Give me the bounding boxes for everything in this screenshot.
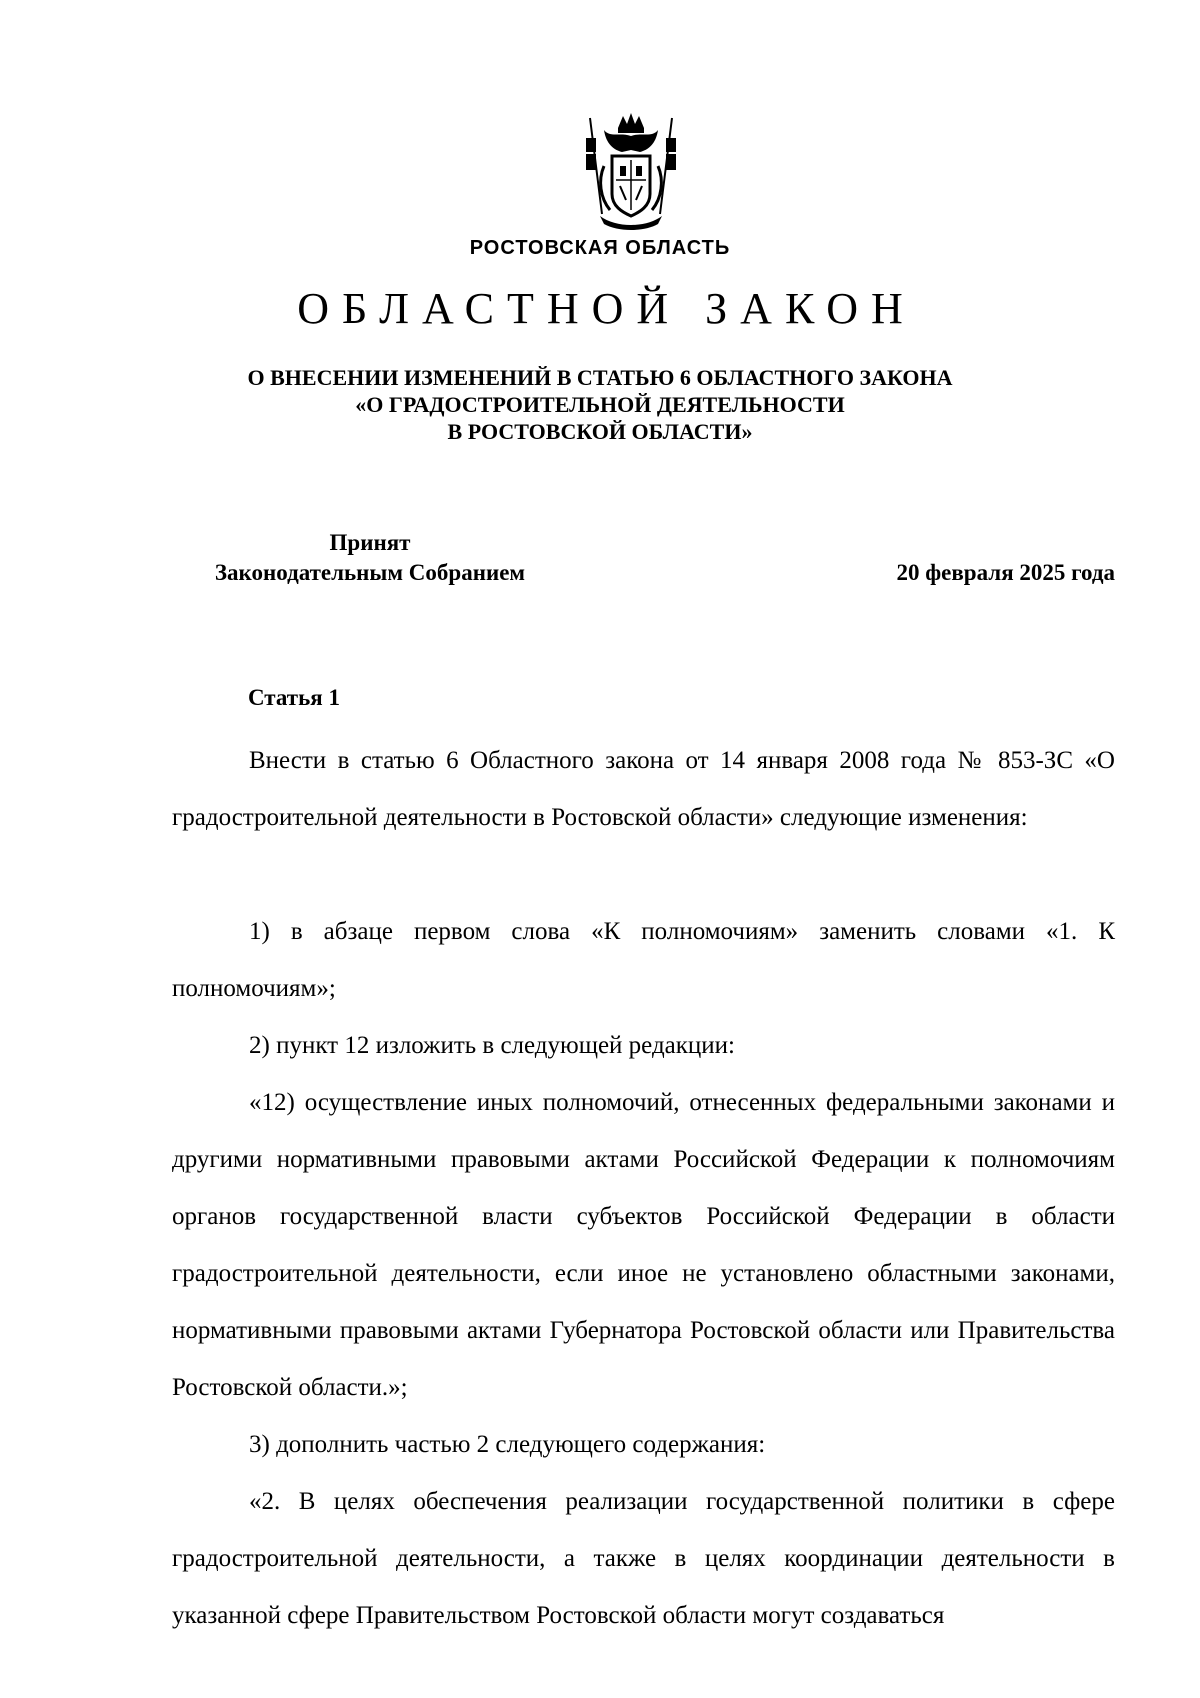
article-body	[172, 1017, 1115, 1074]
article-title: Статья 1	[248, 685, 340, 710]
law-title-line: О ВНЕСЕНИИ ИЗМЕНЕНИЙ В СТАТЬЮ 6 ОБЛАСТНОГО ЗАКОНА	[247, 365, 953, 390]
paragraph: «12) осуществление иных полномочий, отнесенных федеральными законами и другими нормативными правовыми актами Российской Федерации к полномочиям органов государственной власти субъектов Российской Федерации в области градостроительной деятельности, если иное не установлено областными законами, нормативными правовыми актами Губернатора Ростовской области или Правительства Ростовской области.»;	[172, 1089, 1115, 1401]
paragraph: Внести в статью 6 Областного закона от 14 января 2008 года № 853-ЗС «О градостроительной деятельности в Ростовской области» следующие изменения:	[172, 747, 1115, 831]
article-body	[172, 903, 1115, 1017]
adoption-block	[170, 528, 570, 588]
document-type: ОБЛАСТНОЙ ЗАКОН	[297, 284, 916, 333]
adoption-line-1: Принят	[329, 530, 411, 555]
paragraph: «2. В целях обеспечения реализации государственной политики в сфере градостроительной деятельности, а также в целях координации деятельности в указанной сфере Правительством Ростовской области могут создаваться	[172, 1488, 1115, 1629]
adoption-date: 20 февраля 2025 года	[896, 560, 1115, 585]
law-title-line: В РОСТОВСКОЙ ОБЛАСТИ»	[447, 419, 753, 444]
coat-of-arms-icon	[580, 110, 682, 232]
article-body	[172, 1074, 1115, 1416]
paragraph: 2) пункт 12 изложить в следующей редакции:	[249, 1032, 735, 1059]
adoption-line-2: Законодательным Собранием	[214, 560, 526, 585]
region-name: РОСТОВСКАЯ ОБЛАСТЬ	[469, 237, 731, 259]
article-body	[172, 1473, 1115, 1644]
paragraph: 3) дополнить частью 2 следующего содержания:	[249, 1431, 766, 1458]
article-body	[172, 732, 1115, 846]
article-body	[172, 1416, 1115, 1473]
law-title-line: «О ГРАДОСТРОИТЕЛЬНОЙ ДЕЯТЕЛЬНОСТИ	[355, 392, 845, 417]
law-title	[0, 364, 1200, 445]
paragraph: 1) в абзаце первом слова «К полномочиям» заменить словами «1. К полномочиям»;	[172, 918, 1115, 1002]
